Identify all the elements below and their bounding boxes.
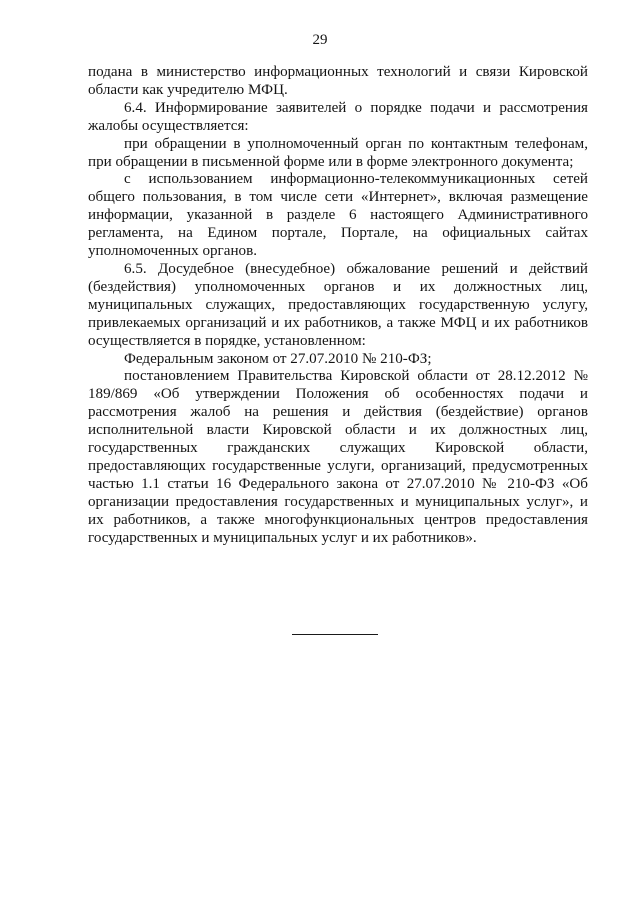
paragraph-phone-written: при обращении в уполномоченный орган по контактным телефонам, при обращении в письменной форме или в форме электронного документа; — [88, 135, 588, 170]
paragraph-6-5-appeal: 6.5. Досудебное (внесудебное) обжалование решений и действий (бездействия) уполномоченных органов и их должностных лиц, муниципальных служащих, предоставляющих государственную услугу, привлекаемых организаций и их работников, а также МФЦ и их работников осуществляется в порядке, установленном: — [88, 260, 588, 349]
paragraph-complaint-submission: подана в министерство информационных технологий и связи Кировской области как учредителю МФЦ. — [88, 64, 588, 98]
paragraph-internet: с использованием информационно-телекоммуникационных сетей общего пользования, в том числе сети «Интернет», включая размещение информации, указанной в разделе 6 настоящего Административного регламента, на Едином портале, Портале, на официальных сайтах уполномоченных органов. — [88, 171, 588, 260]
end-separator-line — [292, 634, 378, 635]
paragraph-6-4-informing: 6.4. Информирование заявителей о порядке подачи и рассмотрения жалобы осуществляется: — [88, 99, 588, 134]
page-number: 29 — [312, 32, 328, 48]
document-body — [88, 64, 588, 547]
paragraph-government-resolution: постановлением Правительства Кировской области от 28.12.2012 № 189/869 «Об утверждении Положения об особенностях подачи и рассмотрения жалоб на решения и действия (бездействие) органов исполнительной власти Кировской области и их должностных лиц, государственных гражданских служащих Кировской области, предоставляющих государственные услуги, организаций, предусмотренных частью 1.1 статьи 16 Федерального закона от 27.07.2010 № 210-ФЗ «Об организации предоставления государственных и муниципальных услуг», и их работников, а также многофункциональных центров предоставления государственных и муниципальных услуг и их работников». — [88, 368, 588, 546]
paragraph-federal-law: Федеральным законом от 27.07.2010 № 210-ФЗ; — [124, 350, 432, 367]
